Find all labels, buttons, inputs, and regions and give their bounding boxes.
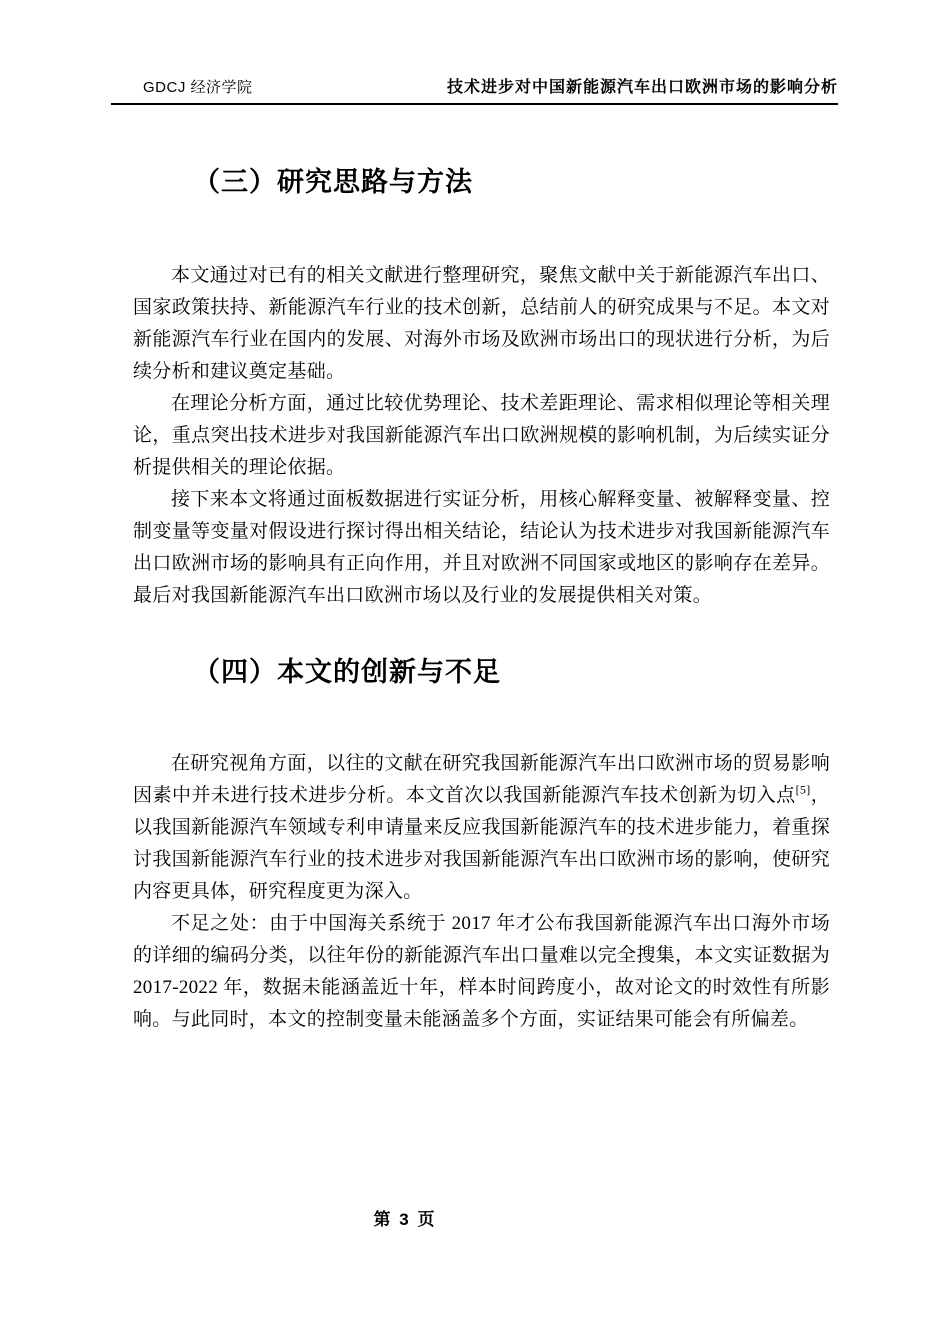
- paragraph-innovation-text-after: ，以我国新能源汽车领域专利申请量来反应我国新能源汽车的技术进步能力，着重探讨我国新能源汽车行业的技术进步对我国新能源汽车出口欧洲市场的影响，使研究内容更具体，研究程度更为深入。: [133, 785, 830, 902]
- page-number: 第 3 页: [373, 1210, 437, 1229]
- section-heading-research-approach: （三）研究思路与方法: [193, 167, 473, 197]
- paragraph-innovation: [133, 748, 830, 908]
- paragraph-theory-analysis: 在理论分析方面，通过比较优势理论、技术差距理论、需求相似理论等相关理论，重点突出技术进步对我国新能源汽车出口欧洲规模的影响机制，为后续实证分析提供相关的理论依据。: [133, 393, 830, 478]
- page-header: [111, 74, 838, 105]
- paragraph-limitations: 不足之处：由于中国海关系统于 2017 年才公布我国新能源汽车出口海外市场的详细的编码分类，以往年份的新能源汽车出口量难以完全搜集，本文实证数据为 2017-2022 年，数据未能涵盖近十年，样本时间跨度小，故对论文的时效性有所影响。与此同时，本文的控制变量未能涵盖多个方面，实证结果可能会有所偏差。: [133, 913, 830, 1030]
- paragraph-empirical-analysis: 接下来本文将通过面板数据进行实证分析，用核心解释变量、被解释变量、控制变量等变量对假设进行探讨得出相关结论，结论认为技术进步对我国新能源汽车出口欧洲市场的影响具有正向作用，并且对欧洲不同国家或地区的影响存在差异。最后对我国新能源汽车出口欧洲市场以及行业的发展提供相关对策。: [133, 489, 830, 606]
- header-paper-title: 技术进步对中国新能源汽车出口欧洲市场的影响分析: [446, 79, 838, 96]
- header-school-name: GDCJ 经济学院: [143, 79, 253, 96]
- footnote-ref-5: [5]: [795, 782, 811, 797]
- paragraph-innovation-text-before: 在研究视角方面，以往的文献在研究我国新能源汽车出口欧洲市场的贸易影响因素中并未进行技术进步分析。本文首次以我国新能源汽车技术创新为切入点: [133, 753, 830, 806]
- paragraph-literature-review: 本文通过对已有的相关文献进行整理研究，聚焦文献中关于新能源汽车出口、国家政策扶持、新能源汽车行业的技术创新，总结前人的研究成果与不足。本文对新能源汽车行业在国内的发展、对海外市场及欧洲市场出口的现状进行分析，为后续分析和建议奠定基础。: [133, 265, 830, 382]
- section-heading-innovation-limits: （四）本文的创新与不足: [193, 657, 501, 687]
- document-body: [133, 166, 830, 1036]
